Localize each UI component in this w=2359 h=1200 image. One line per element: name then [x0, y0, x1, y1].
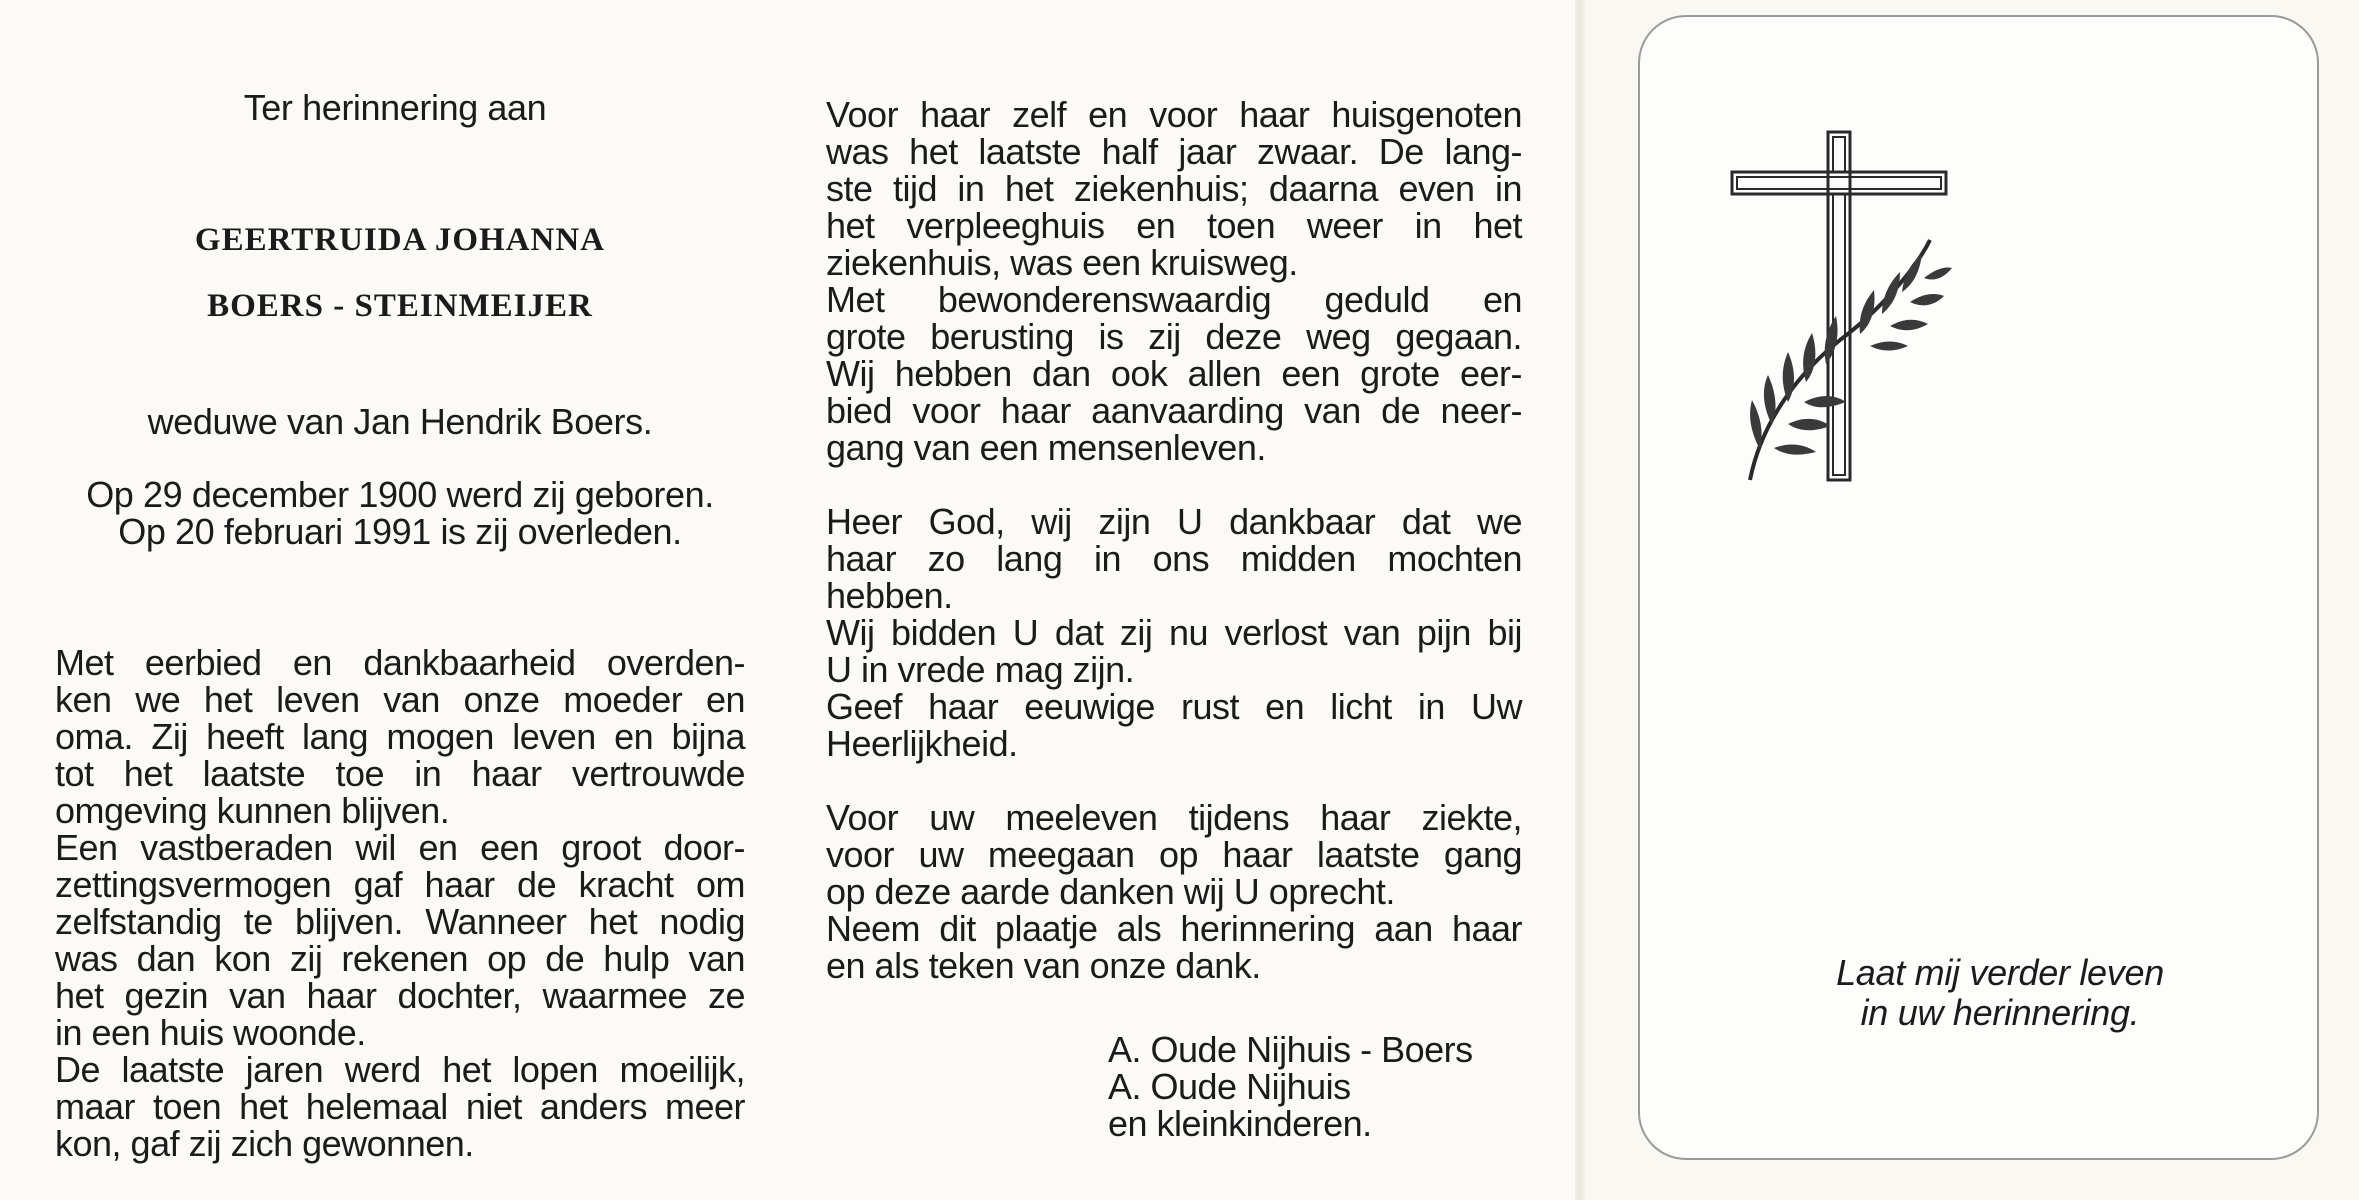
- text-line: grote berusting is zij deze weg gegaan.: [826, 316, 1522, 357]
- text-line: kon, gaf zij zich gewonnen.: [55, 1123, 474, 1164]
- text-line: oma. Zij heeft lang mogen leven en bijna: [55, 716, 745, 757]
- text-line: op deze aarde danken wij U oprecht.: [826, 871, 1395, 912]
- signature-block: [1108, 1031, 1528, 1142]
- text-line: omgeving kunnen blijven.: [55, 790, 450, 831]
- text-line: het gezin van haar dochter, waarmee ze: [55, 975, 745, 1016]
- text-line: voor uw meegaan op haar laatste gang: [826, 834, 1522, 875]
- text-line: ken we het leven van onze moeder en: [55, 679, 745, 720]
- text-line: ziekenhuis, was een kruisweg.: [826, 242, 1298, 283]
- text-line: haar zo lang in ons midden mochten: [826, 538, 1522, 579]
- text-line: Geef haar eeuwige rust en licht in Uw: [826, 686, 1522, 727]
- paragraph-prayer-peace: [826, 614, 1522, 688]
- text-line: De laatste jaren werd het lopen moeilijk,: [55, 1049, 745, 1090]
- motto-line: in uw herinnering.: [1860, 992, 2140, 1033]
- text-line: maar toen het helemaal niet anders meer: [55, 1086, 745, 1127]
- paragraph-prayer-rest: [826, 688, 1522, 762]
- text-line: Voor uw meeleven tijdens haar ziekte,: [826, 797, 1522, 838]
- text-line: Wij bidden U dat zij nu verlost van pijn bij: [826, 612, 1522, 653]
- paragraph-keepsake: [826, 910, 1522, 984]
- signature-line: A. Oude Nijhuis - Boers: [1108, 1029, 1473, 1070]
- middle-column: [826, 96, 1522, 984]
- text-line: U in vrede mag zijn.: [826, 649, 1135, 690]
- text-line: en als teken van onze dank.: [826, 945, 1261, 986]
- paragraph-prayer-thanks: [826, 503, 1522, 614]
- text-line: Met eerbied en dankbaarheid overden-: [55, 642, 745, 683]
- birth-text: Op 29 december 1900 werd zij geboren.: [86, 474, 714, 515]
- text-line: zelfstandig te blijven. Wanneer het nodig: [55, 901, 745, 942]
- text-line: Neem dit plaatje als herinnering aan haar: [826, 908, 1522, 949]
- text-line: ste tijd in het ziekenhuis; daarna even in: [826, 168, 1522, 209]
- intro-text: Ter herinnering aan: [243, 87, 547, 128]
- paragraph-illness: [826, 96, 1522, 281]
- text-line: Voor haar zelf en voor haar huisgenoten: [826, 94, 1522, 135]
- text-line: Met bewonderenswaardig geduld en: [826, 279, 1522, 320]
- text-line: Heer God, wij zijn U dankbaar dat we: [826, 501, 1522, 542]
- card-fold: [1575, 0, 1585, 1200]
- text-line: hebben.: [826, 575, 953, 616]
- text-line: in een huis woonde.: [55, 1012, 366, 1053]
- text-line: tot het laatste toe in haar vertrouwde: [55, 753, 745, 794]
- left-column: [55, 88, 745, 1162]
- motto-line: Laat mij verder leven: [1836, 952, 2164, 993]
- paragraph-final-years: [55, 1051, 745, 1162]
- signature-line: en kleinkinderen.: [1108, 1103, 1372, 1144]
- paragraph-determination: [55, 829, 745, 1051]
- deceased-name-line2: BOERS - STEINMEIJER: [207, 288, 593, 324]
- text-line: bied voor haar aanvaarding van de neer-: [826, 390, 1522, 431]
- paragraph-gratitude: [826, 799, 1522, 910]
- deceased-name-line1: GEERTRUIDA JOHANNA: [194, 222, 606, 258]
- text-line: was het laatste half jaar zwaar. De lang-: [826, 131, 1522, 172]
- text-line: Een vastberaden wil en een groot door-: [55, 827, 745, 868]
- text-line: Heerlijkheid.: [826, 723, 1018, 764]
- text-line: Wij hebben dan ook allen een grote eer-: [826, 353, 1522, 394]
- text-line: was dan kon zij rekenen op de hulp van: [55, 938, 745, 979]
- text-line: het verpleeghuis en toen weer in het: [826, 205, 1522, 246]
- text-line: zettingsvermogen gaf haar de kracht om: [55, 864, 745, 905]
- paragraph-reflection: [55, 644, 745, 829]
- memorial-motto: [1720, 953, 2280, 1033]
- death-text: Op 20 februari 1991 is zij overleden.: [118, 511, 682, 552]
- widow-text: weduwe van Jan Hendrik Boers.: [147, 401, 653, 442]
- paragraph-patience: [826, 281, 1522, 466]
- cross-with-palm-icon: [1730, 130, 1970, 485]
- signature-line: A. Oude Nijhuis: [1108, 1066, 1351, 1107]
- text-line: gang van een mensenleven.: [826, 427, 1266, 468]
